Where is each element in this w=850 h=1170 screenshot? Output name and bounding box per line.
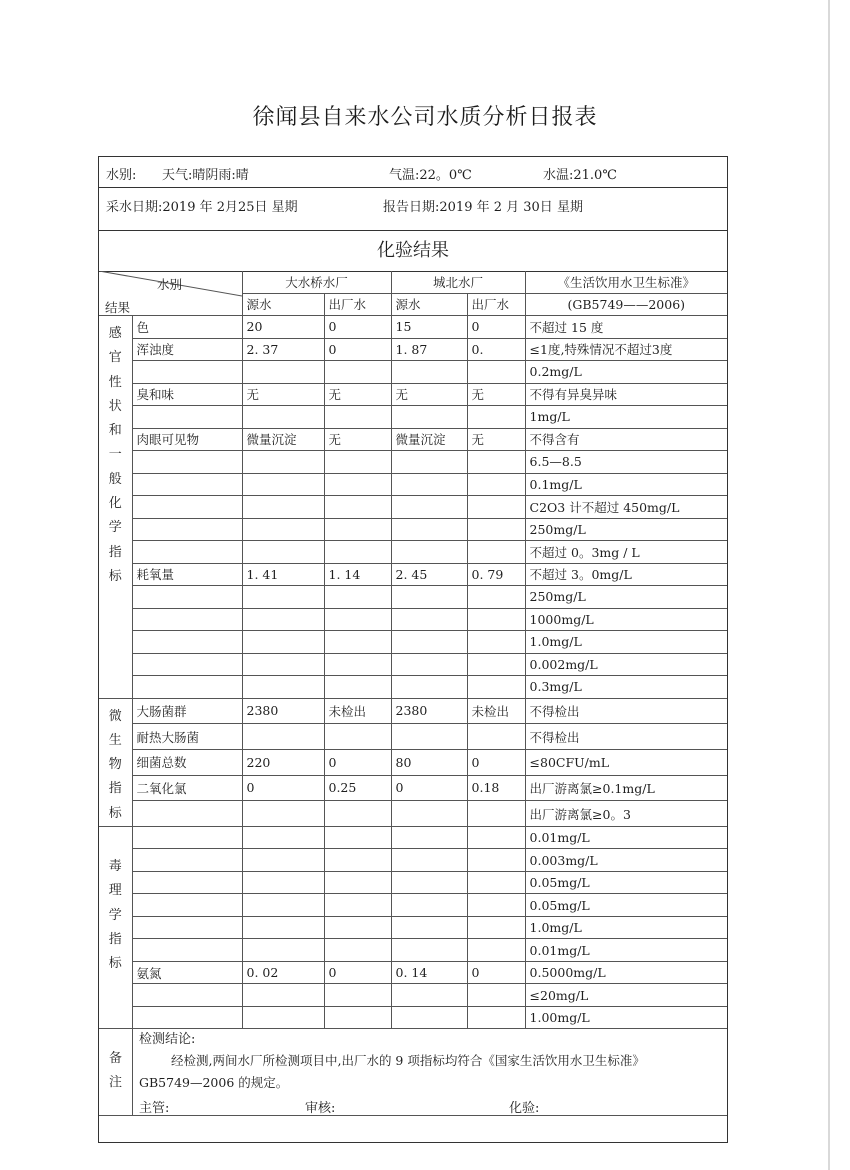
cell-item [132, 451, 242, 474]
cell-o2 [467, 849, 525, 872]
cell-r1 [242, 939, 324, 962]
cell-o1 [324, 518, 391, 541]
cell-o1 [324, 826, 391, 849]
cell-item: 耐热大肠菌 [132, 724, 242, 750]
cell-item [132, 984, 242, 1007]
cell-o1 [324, 916, 391, 939]
cell-std: C2O3 计不超过 450mg/L [525, 496, 727, 519]
cell-std: 0.2mg/L [525, 361, 727, 384]
cell-o2 [467, 801, 525, 827]
cell-r2 [391, 406, 467, 429]
cell-item: 细菌总数 [132, 749, 242, 775]
cell-r1: 无 [242, 383, 324, 406]
cell-std: 1mg/L [525, 406, 727, 429]
cell-o2 [467, 826, 525, 849]
cell-r2 [391, 939, 467, 962]
scan-edge [828, 0, 830, 1170]
table-row [99, 518, 727, 541]
table-row [99, 608, 727, 631]
standard-header: 《生活饮用水卫生标准》 [525, 271, 727, 293]
cell-o2: 无 [467, 428, 525, 451]
cell-o2: 未检出 [467, 698, 525, 724]
table-row [99, 496, 727, 519]
category-char: 物 [108, 757, 122, 773]
cell-r1: 0. 02 [242, 961, 324, 984]
plant1-header: 大水桥水厂 [242, 271, 391, 293]
cell-item [132, 586, 242, 609]
category-char: 理 [108, 883, 122, 899]
cell-r1 [242, 724, 324, 750]
category-char: 毒 [108, 858, 122, 874]
cell-o2 [467, 724, 525, 750]
category-char: 微 [108, 708, 122, 724]
report-date-field: 报告日期:2019 年 2 月 30日 星期 [383, 200, 583, 215]
table-row [99, 361, 727, 384]
cell-std: 不得有异臭异味 [525, 383, 727, 406]
category-char: 和 [108, 423, 122, 439]
cell-r1 [242, 801, 324, 827]
cell-std: 6.5—8.5 [525, 451, 727, 474]
cell-o2: 0 [467, 316, 525, 339]
cell-o2 [467, 518, 525, 541]
category-cell-toxic [99, 826, 132, 1029]
cell-std: 1000mg/L [525, 608, 727, 631]
cell-r1 [242, 849, 324, 872]
section-title: 化验结果 [99, 231, 727, 272]
cell-o2 [467, 939, 525, 962]
cell-o2 [467, 608, 525, 631]
table-row [99, 775, 727, 801]
cell-o1 [324, 473, 391, 496]
cell-std: 0.5000mg/L [525, 961, 727, 984]
cell-std: 不超过 3。0mg/L [525, 563, 727, 586]
table-row [99, 676, 727, 699]
cell-o1: 无 [324, 428, 391, 451]
report-form [98, 156, 728, 1143]
table-row [99, 338, 727, 361]
cell-o1 [324, 406, 391, 429]
cell-r1 [242, 518, 324, 541]
water-type-header: 水别 [157, 277, 183, 292]
cell-r2 [391, 451, 467, 474]
category-char: 指 [108, 781, 122, 797]
cell-r2: 0 [391, 775, 467, 801]
table-row [99, 961, 727, 984]
cell-o1 [324, 496, 391, 519]
cell-item [132, 871, 242, 894]
cell-r1 [242, 608, 324, 631]
cell-item [132, 631, 242, 654]
table-row [99, 749, 727, 775]
table-row [99, 801, 727, 827]
cell-o2 [467, 473, 525, 496]
notes-category-char: 备 [108, 1051, 122, 1066]
cell-o1 [324, 608, 391, 631]
water-temp-field: 水温:21.0℃ [543, 168, 617, 183]
cell-r1: 20 [242, 316, 324, 339]
cell-r1 [242, 473, 324, 496]
cell-r2 [391, 826, 467, 849]
table-row [99, 451, 727, 474]
plant2-out-header: 出厂水 [467, 293, 525, 316]
cell-o1: 0 [324, 338, 391, 361]
cell-o2 [467, 361, 525, 384]
cell-std: 不得含有 [525, 428, 727, 451]
cell-r2: 1. 87 [391, 338, 467, 361]
cell-item [132, 801, 242, 827]
table-row [99, 826, 727, 849]
cell-o2: 0. [467, 338, 525, 361]
category-char: 般 [108, 471, 122, 487]
conclusion-label: 检测结论: [139, 1032, 196, 1047]
table-row [99, 849, 727, 872]
conclusion-text-2: GB5749—2006 的规定。 [139, 1075, 289, 1090]
cell-r1 [242, 361, 324, 384]
category-char: 生 [108, 732, 122, 748]
notes-category [99, 1025, 133, 1115]
cell-r1 [242, 541, 324, 564]
cell-item [132, 916, 242, 939]
cell-o1 [324, 451, 391, 474]
cell-std: 不得检出 [525, 698, 727, 724]
cell-r2 [391, 541, 467, 564]
weather-row [99, 157, 727, 188]
cell-o2 [467, 541, 525, 564]
cell-item: 氨氮 [132, 961, 242, 984]
category-char: 标 [108, 805, 122, 821]
plant2-raw-header: 源水 [391, 293, 467, 316]
cell-std: 0.002mg/L [525, 653, 727, 676]
cell-r1: 1. 41 [242, 563, 324, 586]
cell-std: ≤1度,特殊情况不超过3度 [525, 338, 727, 361]
cell-o1: 未检出 [324, 698, 391, 724]
cell-r2: 15 [391, 316, 467, 339]
category-char: 性 [108, 374, 122, 390]
table-row [99, 631, 727, 654]
cell-item [132, 541, 242, 564]
diagonal-header-cell [99, 271, 242, 316]
table-row [99, 541, 727, 564]
category-char: 标 [108, 568, 122, 584]
cell-r1 [242, 826, 324, 849]
cell-item [132, 518, 242, 541]
cell-r1: 2380 [242, 698, 324, 724]
results-table [99, 271, 727, 1029]
table-row [99, 383, 727, 406]
cell-r2 [391, 608, 467, 631]
table-row [99, 698, 727, 724]
cell-item: 耗氧量 [132, 563, 242, 586]
cell-item [132, 653, 242, 676]
cell-r2 [391, 984, 467, 1007]
cell-item: 二氧化氯 [132, 775, 242, 801]
cell-o2: 0 [467, 961, 525, 984]
table-row [99, 406, 727, 429]
cell-r2 [391, 518, 467, 541]
cell-r1 [242, 894, 324, 917]
cell-r2 [391, 473, 467, 496]
cell-std: 0.01mg/L [525, 939, 727, 962]
cell-o2: 无 [467, 383, 525, 406]
table-row [99, 939, 727, 962]
cell-o1 [324, 984, 391, 1007]
cell-item [132, 894, 242, 917]
cell-std: 不得检出 [525, 724, 727, 750]
cell-item: 大肠菌群 [132, 698, 242, 724]
cell-r1 [242, 916, 324, 939]
category-cell-sensory [99, 316, 132, 699]
header-row-1 [99, 271, 727, 293]
conclusion-text: 经检测,两间水厂所检测项目中,出厂水的 9 项指标均符合《国家生活饮用水卫生标准》 [171, 1053, 645, 1068]
cell-r1: 220 [242, 749, 324, 775]
cell-r1 [242, 653, 324, 676]
cell-r1: 2. 37 [242, 338, 324, 361]
cell-r2 [391, 586, 467, 609]
cell-o1 [324, 586, 391, 609]
table-row [99, 428, 727, 451]
cell-o2 [467, 586, 525, 609]
cell-std: 0.1mg/L [525, 473, 727, 496]
cell-o1 [324, 724, 391, 750]
cell-r2: 2380 [391, 698, 467, 724]
cell-r2 [391, 631, 467, 654]
cell-r1 [242, 406, 324, 429]
cell-o1 [324, 631, 391, 654]
category-char: 学 [108, 907, 122, 923]
plant1-out-header: 出厂水 [324, 293, 391, 316]
result-header: 结果 [105, 300, 131, 315]
cell-std: 0.01mg/L [525, 826, 727, 849]
cell-item [132, 849, 242, 872]
reviewer-label: 审核: [305, 1101, 336, 1116]
category-char: 一 [108, 447, 122, 463]
cell-std: 250mg/L [525, 586, 727, 609]
cell-r1 [242, 496, 324, 519]
plant1-raw-header: 源水 [242, 293, 324, 316]
sample-date-field: 采水日期:2019 年 2月25日 星期 [106, 200, 298, 215]
table-row [99, 871, 727, 894]
cell-item [132, 406, 242, 429]
cell-item: 浑浊度 [132, 338, 242, 361]
cell-std: 0.05mg/L [525, 871, 727, 894]
cell-r1: 0 [242, 775, 324, 801]
cell-r2: 0. 14 [391, 961, 467, 984]
cell-r1 [242, 451, 324, 474]
supervisor-label: 主管: [139, 1101, 170, 1116]
category-char: 感 [108, 326, 122, 341]
cell-o2 [467, 496, 525, 519]
cell-std: 不超过 0。3mg / L [525, 541, 727, 564]
cell-item: 色 [132, 316, 242, 339]
cell-item: 臭和味 [132, 383, 242, 406]
cell-item [132, 473, 242, 496]
cell-r2 [391, 916, 467, 939]
cell-item [132, 676, 242, 699]
cell-o2: 0.18 [467, 775, 525, 801]
cell-r2 [391, 653, 467, 676]
cell-item: 肉眼可见物 [132, 428, 242, 451]
cell-o1 [324, 541, 391, 564]
cell-std: 0.003mg/L [525, 849, 727, 872]
cell-r2: 无 [391, 383, 467, 406]
notes-section [99, 1025, 727, 1142]
cell-o1 [324, 676, 391, 699]
cell-r2 [391, 801, 467, 827]
notes-separator [99, 1115, 727, 1116]
table-row [99, 653, 727, 676]
cell-r2 [391, 496, 467, 519]
cell-o1: 1. 14 [324, 563, 391, 586]
cell-o1 [324, 653, 391, 676]
cell-std: 1.00mg/L [525, 1006, 727, 1029]
cell-o2: 0. 79 [467, 563, 525, 586]
cell-o1 [324, 361, 391, 384]
cell-std: 出厂游离氯≥0.1mg/L [525, 775, 727, 801]
table-row [99, 894, 727, 917]
water-type-label: 水别: [106, 168, 137, 183]
cell-r2: 2. 45 [391, 563, 467, 586]
cell-std: 出厂游离氯≥0。3 [525, 801, 727, 827]
cell-o1: 0 [324, 749, 391, 775]
category-char: 官 [108, 350, 122, 366]
cell-r2 [391, 871, 467, 894]
cell-o2 [467, 451, 525, 474]
cell-std: 0.05mg/L [525, 894, 727, 917]
tester-label: 化验: [509, 1101, 540, 1116]
cell-o1 [324, 871, 391, 894]
cell-std: 1.0mg/L [525, 631, 727, 654]
cell-o1: 0 [324, 316, 391, 339]
table-row [99, 916, 727, 939]
cell-r2 [391, 676, 467, 699]
cell-o2 [467, 894, 525, 917]
cell-o2 [467, 871, 525, 894]
cell-item [132, 361, 242, 384]
cell-o1 [324, 849, 391, 872]
notes-category-char: 注 [108, 1075, 122, 1090]
cell-r1 [242, 631, 324, 654]
weather-field: 天气:晴阴雨:晴 [162, 168, 249, 183]
cell-o1 [324, 894, 391, 917]
cell-r1 [242, 984, 324, 1007]
cell-o2: 0 [467, 749, 525, 775]
table-row [99, 586, 727, 609]
category-cell-micro [99, 698, 132, 826]
cell-item [132, 608, 242, 631]
cell-item [132, 496, 242, 519]
category-char: 化 [108, 496, 122, 512]
cell-item [132, 939, 242, 962]
cell-std: 1.0mg/L [525, 916, 727, 939]
category-char: 状 [108, 398, 122, 414]
cell-r2: 微量沉淀 [391, 428, 467, 451]
cell-std: 250mg/L [525, 518, 727, 541]
table-row [99, 724, 727, 750]
cell-o1: 无 [324, 383, 391, 406]
date-row [99, 187, 727, 231]
cell-o1: 0 [324, 961, 391, 984]
cell-r1 [242, 586, 324, 609]
table-row [99, 563, 727, 586]
air-temp-field: 气温:22。0℃ [389, 168, 472, 183]
cell-o2 [467, 916, 525, 939]
category-char: 指 [108, 931, 122, 947]
category-char: 学 [108, 520, 122, 536]
cell-std: 不超过 15 度 [525, 316, 727, 339]
table-row [99, 316, 727, 339]
cell-o2 [467, 631, 525, 654]
cell-r1 [242, 871, 324, 894]
cell-o2 [467, 676, 525, 699]
cell-r2: 80 [391, 749, 467, 775]
cell-o2 [467, 406, 525, 429]
cell-r1: 微量沉淀 [242, 428, 324, 451]
category-char: 指 [108, 544, 122, 560]
report-title: 徐闻县自来水公司水质分析日报表 [252, 105, 598, 130]
cell-r1 [242, 676, 324, 699]
table-row [99, 473, 727, 496]
category-char: 标 [108, 956, 122, 972]
cell-std: ≤80CFU/mL [525, 749, 727, 775]
table-row [99, 984, 727, 1007]
cell-o1 [324, 801, 391, 827]
standard-code-header: (GB5749——2006) [525, 293, 727, 316]
cell-std: 0.3mg/L [525, 676, 727, 699]
cell-r2 [391, 849, 467, 872]
cell-r2 [391, 361, 467, 384]
cell-o1 [324, 939, 391, 962]
cell-o2 [467, 984, 525, 1007]
plant2-header: 城北水厂 [391, 271, 525, 293]
cell-o1: 0.25 [324, 775, 391, 801]
cell-r2 [391, 724, 467, 750]
cell-o2 [467, 653, 525, 676]
cell-std: ≤20mg/L [525, 984, 727, 1007]
cell-r2 [391, 894, 467, 917]
cell-item [132, 826, 242, 849]
